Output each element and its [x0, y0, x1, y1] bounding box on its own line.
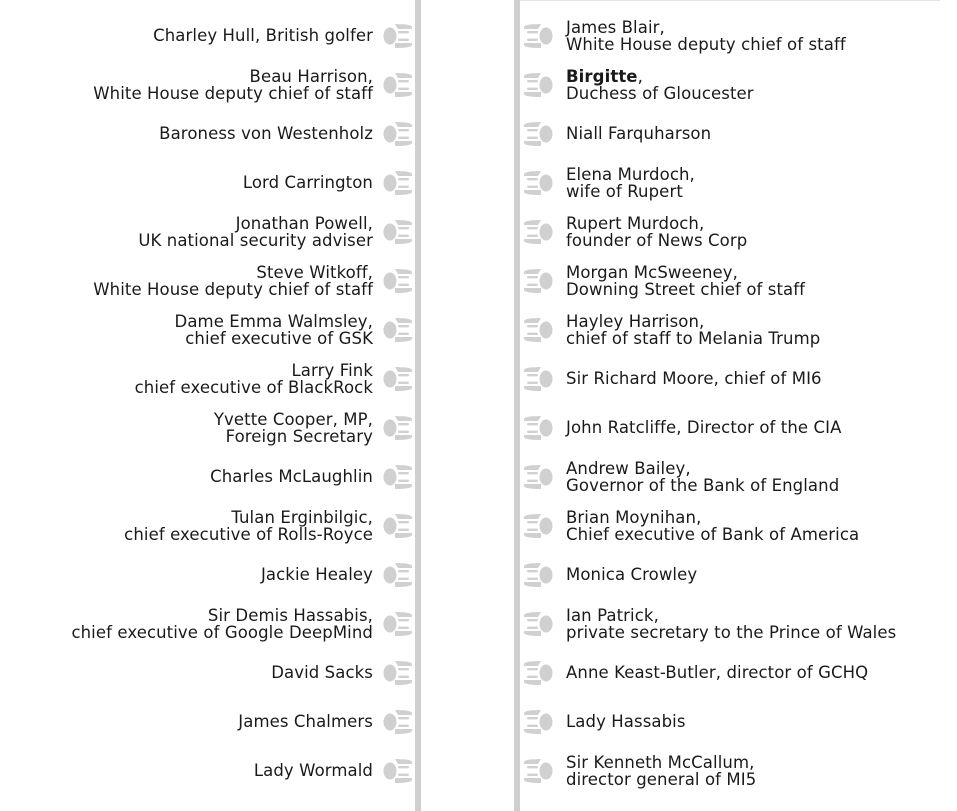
chair-icon: [521, 461, 555, 493]
guest-role: director general of MI5: [566, 769, 757, 789]
right-guest-label: [566, 608, 896, 641]
left-guest-label: [238, 714, 373, 731]
guest-name: Birgitte: [566, 67, 638, 86]
guest-name: Jackie Healey: [260, 565, 373, 584]
guest-role: Downing Street chief of staff: [566, 279, 806, 299]
chair-icon: [521, 118, 555, 150]
chair-icon: [381, 265, 415, 297]
chair-icon: [381, 314, 415, 346]
chair-icon: [521, 657, 555, 689]
chair-icon: [521, 363, 555, 395]
left-guest-label: [124, 510, 373, 543]
guest-name: Sir Richard Moore, chief of MI6: [566, 369, 822, 388]
guest-role: private secretary to the Prince of Wales: [566, 622, 897, 642]
guest-name: Morgan McSweeney,: [566, 263, 739, 282]
left-guest-label: [214, 412, 373, 445]
chair-icon: [521, 265, 555, 297]
chair-icon: [381, 20, 415, 52]
guest-name: Charley Hull, British golfer: [153, 26, 373, 45]
right-guest-label: [566, 461, 839, 494]
guest-name: Yvette Cooper, MP,: [213, 410, 373, 429]
left-guest-label: [71, 608, 373, 641]
guest-role: Governor of the Bank of England: [566, 475, 840, 495]
chair-icon: [521, 314, 555, 346]
guest-name: Tulan Erginbilgic,: [231, 508, 373, 527]
left-guest-label: [271, 665, 373, 682]
right-guest-label: [566, 755, 756, 788]
left-guest-label: [254, 763, 373, 780]
guest-role: chief executive of Rolls-Royce: [124, 524, 373, 544]
guest-name: Sir Demis Hassabis,: [207, 606, 373, 625]
left-table-edge: [415, 0, 421, 811]
guest-role: chief executive of Google DeepMind: [71, 622, 373, 642]
chair-icon: [381, 412, 415, 444]
guest-role: White House deputy chief of staff: [93, 279, 373, 299]
guest-name: Larry Fink: [291, 361, 373, 380]
guest-role: White House deputy chief of staff: [566, 34, 846, 54]
guest-name: James Chalmers: [238, 712, 373, 731]
guest-name: Lord Carrington: [242, 173, 373, 192]
table-top-rule: [520, 0, 940, 1]
chair-icon: [521, 412, 555, 444]
chair-icon: [381, 69, 415, 101]
guest-name: Sir Kenneth McCallum,: [566, 753, 755, 772]
chair-icon: [521, 608, 555, 640]
guest-name: Baroness von Westenholz: [159, 124, 373, 143]
guest-role: White House deputy chief of staff: [93, 83, 373, 103]
chair-icon: [381, 657, 415, 689]
guest-name: Andrew Bailey,: [566, 459, 691, 478]
guest-role: chief executive of GSK: [185, 328, 373, 348]
right-guest-label: [566, 567, 697, 584]
chair-icon: [381, 608, 415, 640]
chair-icon: [381, 706, 415, 738]
right-guest-label: [566, 714, 686, 731]
chair-icon: [521, 559, 555, 591]
chair-icon: [381, 510, 415, 542]
chair-icon: [521, 69, 555, 101]
chair-icon: [381, 755, 415, 787]
chair-icon: [521, 510, 555, 542]
right-guest-label: [566, 126, 711, 143]
guest-name: Elena Murdoch,: [566, 165, 695, 184]
guest-name: John Ratcliffe, Director of the CIA: [566, 418, 842, 437]
left-guest-label: [210, 469, 373, 486]
chair-icon: [381, 559, 415, 591]
guest-name: Beau Harrison,: [249, 67, 373, 86]
guest-name: Lady Hassabis: [566, 712, 686, 731]
right-guest-label: [566, 69, 754, 102]
chair-icon: [521, 20, 555, 52]
left-guest-label: [175, 314, 373, 347]
guest-name-comma: ,: [637, 67, 643, 86]
chair-icon: [521, 755, 555, 787]
left-guest-label: [261, 567, 373, 584]
chair-icon: [381, 461, 415, 493]
guest-name: Monica Crowley: [566, 565, 698, 584]
guest-name: Jonathan Powell,: [235, 214, 373, 233]
guest-name: Anne Keast-Butler, director of GCHQ: [566, 663, 869, 682]
chair-icon: [381, 363, 415, 395]
chair-icon: [521, 706, 555, 738]
guest-name: Brian Moynihan,: [566, 508, 702, 527]
left-guest-label: [159, 126, 373, 143]
guest-name: Lady Wormald: [253, 761, 373, 780]
guest-name: Charles McLaughlin: [210, 467, 373, 486]
chair-icon: [521, 167, 555, 199]
right-guest-label: [566, 420, 841, 437]
left-guest-label: [243, 175, 373, 192]
right-guest-label: [566, 20, 846, 53]
right-guest-label: [566, 265, 805, 298]
left-guest-label: [153, 28, 373, 45]
right-table-edge: [514, 0, 520, 811]
guest-name: Steve Witkoff,: [256, 263, 373, 282]
right-guest-label: [566, 216, 747, 249]
left-guest-label: [138, 216, 373, 249]
right-guest-label: [566, 371, 822, 388]
guest-role: Chief executive of Bank of America: [566, 524, 860, 544]
guest-role: wife of Rupert: [566, 181, 683, 201]
guest-name: Rupert Murdoch,: [566, 214, 705, 233]
right-guest-label: [566, 167, 695, 200]
right-guest-label: [566, 510, 859, 543]
guest-name: James Blair,: [566, 18, 665, 37]
chair-icon: [381, 118, 415, 150]
chair-icon: [521, 216, 555, 248]
guest-name: David Sacks: [271, 663, 373, 682]
right-guest-label: [566, 665, 868, 682]
left-guest-label: [135, 363, 373, 396]
left-guest-label: [93, 265, 373, 298]
guest-role: chief executive of BlackRock: [134, 377, 373, 397]
guest-name: Niall Farquharson: [566, 124, 712, 143]
guest-role: Foreign Secretary: [225, 426, 373, 446]
guest-name: Dame Emma Walmsley,: [174, 312, 373, 331]
guest-role: UK national security adviser: [138, 230, 373, 250]
guest-role: Duchess of Gloucester: [566, 83, 754, 103]
guest-role: chief of staff to Melania Trump: [566, 328, 821, 348]
guest-name: Hayley Harrison,: [566, 312, 705, 331]
chair-icon: [381, 216, 415, 248]
guest-name: Ian Patrick,: [566, 606, 659, 625]
right-guest-label: [566, 314, 820, 347]
left-guest-label: [93, 69, 373, 102]
chair-icon: [381, 167, 415, 199]
guest-role: founder of News Corp: [566, 230, 748, 250]
